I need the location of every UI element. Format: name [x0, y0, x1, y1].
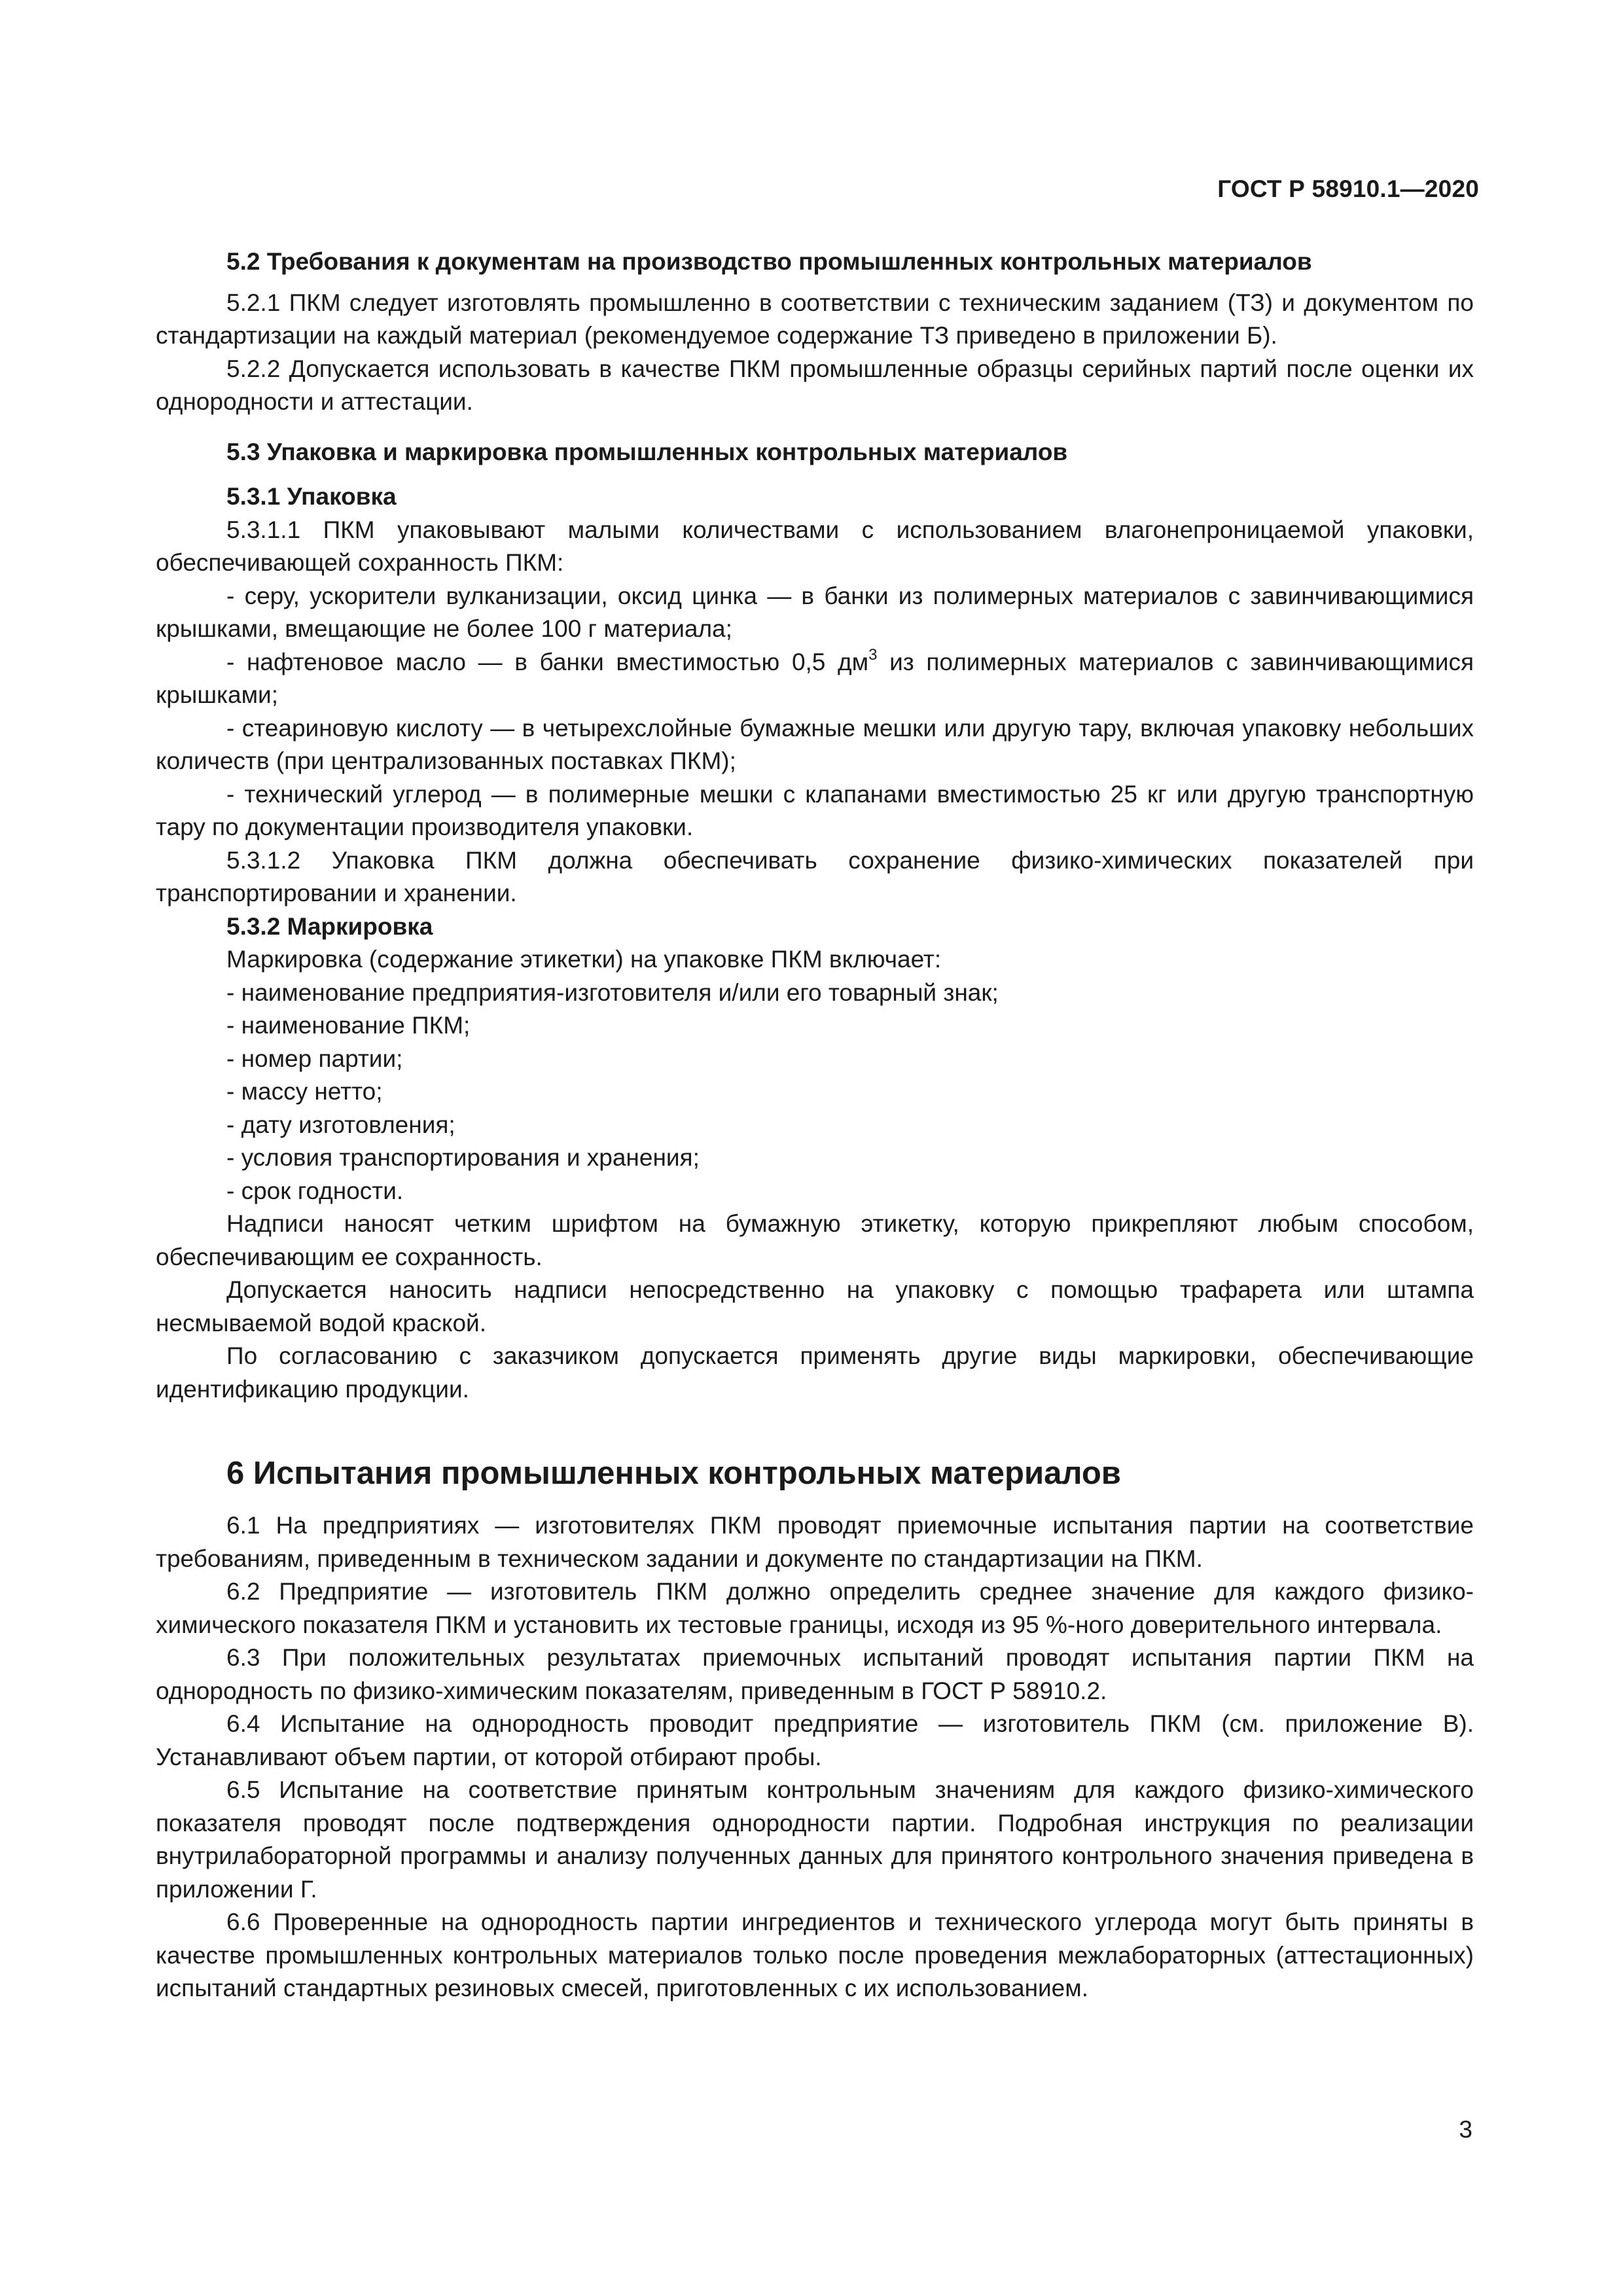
list-item: - наименование ПКМ; [226, 1012, 471, 1039]
list-item: - стеариновую кислоту — в четырехслойные бумажные мешки или другую тару, включая упаковку небольших количеств (при централизованных поставках ПКМ); [156, 714, 1474, 774]
paragraph-5-2-2: 5.2.2 Допускается использовать в качестве ПКМ промышленные образцы серийных партий после оценки их однородности и аттестации. [156, 355, 1474, 415]
section-6-heading: 6 Испытания промышленных контрольных материалов [226, 1456, 1121, 1491]
list-item: - серу, ускорители вулканизации, оксид цинка — в банки из полимерных материалов с завинчивающимися крышками, вмещающие не более 100 г материала; [156, 582, 1474, 642]
list-item: - дату изготовления; [226, 1111, 455, 1138]
list-item: - наименование предприятия-изготовителя и/или его товарный знак; [226, 978, 999, 1006]
paragraph-6-1: 6.1 На предприятиях — изготовителях ПКМ проводят приемочные испытания партии на соответствие требованиям, приведенным в техническом задании и документе по стандартизации на ПКМ. [156, 1512, 1474, 1572]
paragraph-6-2: 6.2 Предприятие — изготовитель ПКМ должно определить среднее значение для каждого физико-химического показателя ПКМ и установить их тестовые границы, исходя из 95 %-ного доверительного интервала. [156, 1578, 1474, 1638]
list-item: - срок годности. [226, 1177, 404, 1204]
document-id: ГОСТ Р 58910.1—2020 [1217, 175, 1479, 202]
paragraph-6-4: 6.4 Испытание на однородность проводит предприятие — изготовитель ПКМ (см. приложение В). Устанавливают объем партии, от которой отбирают пробы. [156, 1710, 1474, 1770]
paragraph-6-5: 6.5 Испытание на соответствие принятым контрольным значениям для каждого физико-химического показателя проводят после подтверждения однородности партии. Подробная инструкция по реализации внутрилабораторной программы и анализу полученных данных для принятого контрольного значения приведена в приложении Г. [156, 1776, 1474, 1903]
document-body [156, 245, 1474, 2005]
paragraph-5-3-1-2: 5.3.1.2 Упаковка ПКМ должна обеспечивать сохранение физико-химических показателей при транспортировании и хранении. [156, 846, 1474, 906]
paragraph-6-6: 6.6 Проверенные на однородность партии ингредиентов и технического углерода могут быть приняты в качестве промышленных контрольных материалов только после проведения межлабораторных (аттестационных) испытаний стандартных резиновых смесей, приготовленных с их использованием. [156, 1909, 1474, 2001]
paragraph-label-fixing: Надписи наносят четким шрифтом на бумажную этикетку, которую прикрепляют любым способом, обеспечивающим ее сохранность. [156, 1210, 1474, 1270]
paragraph-stencil: Допускается наносить надписи непосредственно на упаковку с помощью трафарета или штампа несмываемой водой краской. [156, 1276, 1474, 1336]
marking-intro: Маркировка (содержание этикетки) на упаковке ПКМ включает: [226, 946, 942, 973]
list-item: - массу нетто; [226, 1078, 383, 1105]
page-number: 3 [1459, 2116, 1472, 2143]
section-5-3-heading: 5.3 Упаковка и маркировка промышленных контрольных материалов [226, 438, 1068, 465]
list-item: - технический углерод — в полимерные мешки с клапанами вместимостью 25 кг или другую транспортную тару по документации производителя упаковки. [156, 780, 1474, 840]
section-5-3-1-heading: 5.3.1 Упаковка [226, 483, 397, 510]
paragraph-5-2-1: 5.2.1 ПКМ следует изготовлять промышленно в соответствии с техническим заданием (ТЗ) и документом по стандартизации на каждый материал (рекомендуемое содержание ТЗ приведено в приложении Б). [156, 289, 1474, 349]
section-5-3-2-heading: 5.3.2 Маркировка [226, 912, 433, 940]
list-item: - номер партии; [226, 1045, 403, 1072]
paragraph-6-3: 6.3 При положительных результатах приемочных испытаний проводят испытания партии ПКМ на однородность по физико-химическим показателям, приведенным в ГОСТ Р 58910.2. [156, 1644, 1474, 1704]
list-item: - условия транспортирования и хранения; [226, 1144, 700, 1171]
paragraph-other-marking: По согласованию с заказчиком допускается применять другие виды маркировки, обеспечивающие идентификацию продукции. [156, 1342, 1474, 1403]
paragraph-5-3-1-1: 5.3.1.1 ПКМ упаковывают малыми количествами с использованием влагонепроницаемой упаковки, обеспечивающей сохранность ПКМ: [156, 516, 1474, 576]
list-item: - нафтеновое масло — в банки вместимостью 0,5 $дм^3$ из полимерных материалов с завинчивающимися крышками; [156, 646, 1474, 708]
section-5-2-heading: 5.2 Требования к документам на производство промышленных контрольных материалов [226, 248, 1312, 275]
